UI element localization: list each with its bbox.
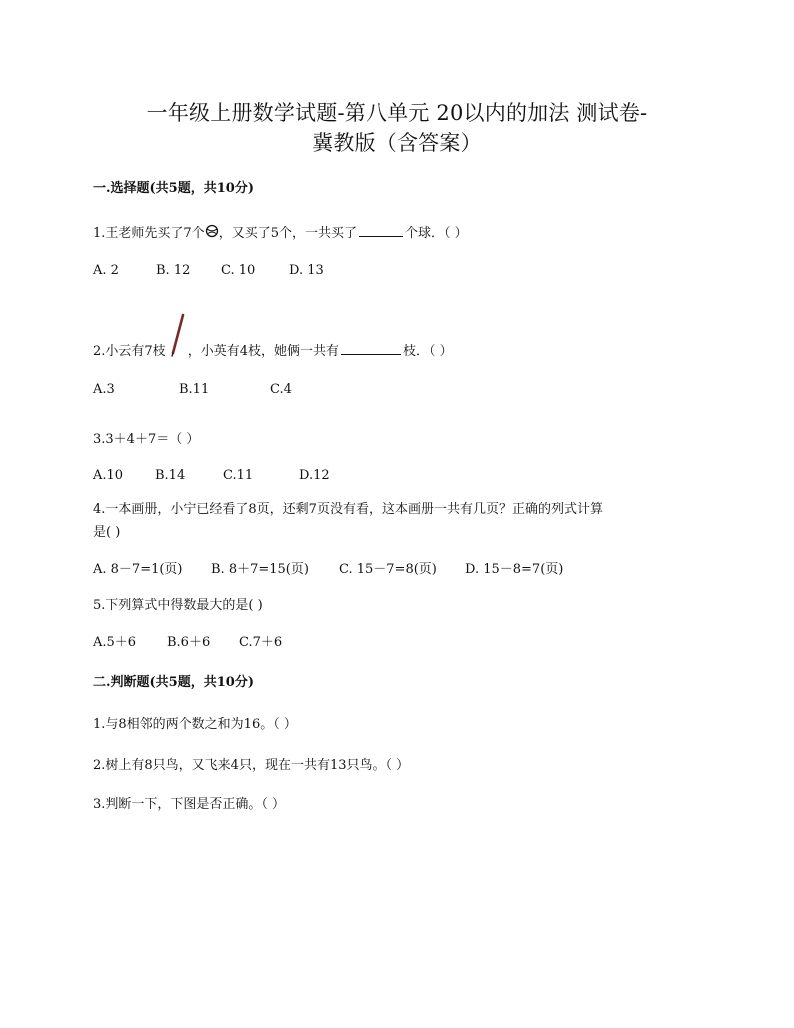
option-c[interactable]: C.11 <box>223 468 254 483</box>
ball-icon <box>205 224 219 243</box>
q1-text-mid: ，又买了5个，一共买了 <box>218 226 357 241</box>
page-title-line2: 冀教版（含答案） <box>312 131 482 155</box>
option-a[interactable]: A.5＋6 <box>93 635 137 650</box>
q4-options <box>93 561 563 579</box>
option-a[interactable]: A. 2 <box>93 263 119 278</box>
question-1 <box>93 224 468 243</box>
option-d[interactable]: D. 13 <box>289 263 324 278</box>
q1-text-post: 个球．（ ） <box>404 226 468 241</box>
option-c[interactable]: C. 10 <box>221 263 256 278</box>
question-2-line <box>93 342 453 361</box>
option-b[interactable]: B.14 <box>155 468 186 483</box>
option-b[interactable]: B. 12 <box>156 263 191 278</box>
option-d[interactable]: D. 15－8=7(页) <box>465 562 564 577</box>
option-d[interactable]: D.12 <box>299 468 330 483</box>
option-c[interactable]: C.4 <box>270 382 292 397</box>
q5-options <box>93 634 282 652</box>
q2-text-pre: 2.小云有7枝 <box>93 344 166 359</box>
q1-text-pre: 1.王老师先买了7个 <box>93 226 205 241</box>
judgement-question-1: 1.与8相邻的两个数之和为16。（ ） <box>93 717 297 732</box>
answer-blank[interactable] <box>341 342 401 355</box>
option-a[interactable]: A.10 <box>93 468 124 483</box>
option-b[interactable]: B.11 <box>179 382 210 397</box>
question-5: 5.下列算式中得数最大的是( ) <box>93 598 263 613</box>
option-a[interactable]: A.3 <box>93 382 115 397</box>
q2-text-post: 枝．（ ） <box>402 344 453 359</box>
q3-options <box>93 467 330 485</box>
judgement-question-3: 3.判断一下，下图是否正确。（ ） <box>93 797 286 812</box>
page-title-line1: 一年级上册数学试题-第八单元 20以内的加法 测试卷- <box>146 101 648 125</box>
question-4-line1: 4.一本画册，小宁已经看了8页，还剩7页没有看，这本画册一共有几页？正确的列式计算 <box>93 502 603 517</box>
judgement-question-2: 2.树上有8只鸟，又飞来4只，现在一共有13只鸟。（ ） <box>93 758 410 773</box>
answer-blank[interactable] <box>359 224 403 237</box>
q2-options <box>93 381 292 399</box>
option-c[interactable]: C. 15－7=8(页) <box>339 562 437 577</box>
pencil-icon <box>166 343 188 361</box>
option-a[interactable]: A. 8－7=1(页) <box>93 562 183 577</box>
option-b[interactable]: B. 8＋7=15(页) <box>211 562 309 577</box>
section-heading-choice: 一.选择题(共5题，共10分) <box>93 181 254 196</box>
section-heading-judgement: 二.判断题(共5题，共10分) <box>93 675 254 690</box>
question-3: 3.3＋4＋7＝（ ） <box>93 432 200 447</box>
q1-options <box>93 262 324 280</box>
option-c[interactable]: C.7＋6 <box>239 635 283 650</box>
option-b[interactable]: B.6＋6 <box>167 635 211 650</box>
q2-text-mid: ，小英有4枝，她俩一共有 <box>187 344 339 359</box>
question-4-line2: 是( ) <box>93 525 121 540</box>
